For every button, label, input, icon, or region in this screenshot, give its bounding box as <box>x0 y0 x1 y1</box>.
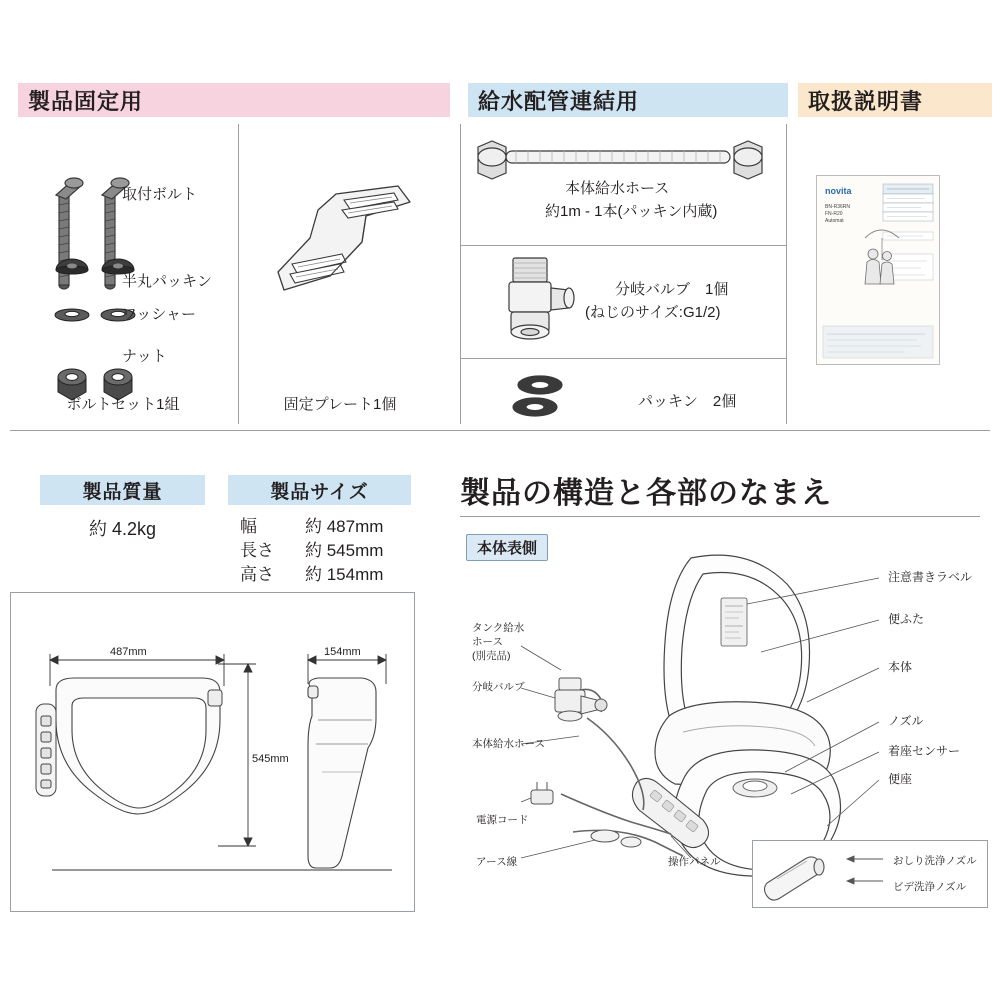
divider-valve-packing <box>460 358 786 359</box>
svg-text:FN-R20: FN-R20 <box>825 211 843 217</box>
divider-water-manual <box>786 124 787 424</box>
spec-weight-value: 約 4.2kg <box>88 519 157 539</box>
manual-cover <box>816 175 940 365</box>
spec-size-header-label: 製品サイズ <box>270 481 369 503</box>
spec-size-header <box>228 475 411 505</box>
structure-subhead: 本体表側 <box>466 534 548 561</box>
spec-weight-header <box>40 475 205 505</box>
part-label-branch-valve: 分岐バルブ 1個 <box>615 281 729 298</box>
structure-title-underline <box>460 516 980 517</box>
svg-text:BN-R36RN: BN-R36RN <box>825 204 851 210</box>
structure-label-tank-hose-3: (別売品) <box>472 650 511 662</box>
section-header-manual <box>798 83 992 117</box>
structure-label-caution: 注意書きラベル <box>888 570 973 584</box>
structure-label-power-cord: 電源コード <box>476 814 529 826</box>
part-detail-supply-hose: 約1m - 1本(パッキン内蔵) <box>545 203 718 220</box>
section-header-fixing <box>18 83 450 117</box>
spec-size-row-value-1: 約 545mm <box>305 541 384 560</box>
fixing-plate-illustration <box>270 180 450 350</box>
dimension-drawing <box>12 594 413 910</box>
section-header-manual-label: 取扱説明書 <box>808 88 924 114</box>
svg-text:novita: novita <box>825 186 852 196</box>
divider-bolt-plate <box>238 124 239 424</box>
structure-label-seat-sensor: 着座センサー <box>888 744 961 758</box>
structure-title: 製品の構造と各部のなまえ <box>460 477 832 510</box>
spec-size-row-label-1: 長さ <box>240 541 274 560</box>
part-detail-branch-valve: (ねじのサイズ:G1/2) <box>585 304 721 321</box>
nozzle-label-rear: おしり洗浄ノズル <box>893 855 977 867</box>
svg-text:154mm: 154mm <box>324 646 361 658</box>
part-label-bolt: 取付ボルト <box>122 186 198 203</box>
part-label-supply-hose: 本体給水ホース <box>565 180 670 197</box>
part-label-nut: ナット <box>122 348 167 365</box>
spec-size-row-label-0: 幅 <box>240 517 257 536</box>
structure-label-seat: 便座 <box>888 772 913 786</box>
structure-label-supply-hose: 本体給水ホース <box>472 738 545 750</box>
spec-size-row-value-0: 約 487mm <box>305 517 384 536</box>
divider-hose-valve <box>460 245 786 246</box>
nozzle-detail-box <box>752 840 988 908</box>
spec-weight-header-label: 製品質量 <box>82 481 163 503</box>
structure-label-lid: 便ふた <box>888 612 925 626</box>
fixing-plate-caption: 固定プレート1個 <box>283 396 397 413</box>
structure-label-nozzle: ノズル <box>888 714 924 728</box>
part-label-packing: パッキン 2個 <box>638 393 737 410</box>
svg-text:487mm: 487mm <box>110 646 147 658</box>
spec-size-row-value-2: 約 154mm <box>305 565 384 584</box>
svg-text:Automat: Automat <box>825 218 844 224</box>
divider-top-section <box>10 430 990 431</box>
bolt-set-caption: ボルトセット1組 <box>66 396 180 413</box>
part-label-washer: ワッシャー <box>122 306 196 323</box>
structure-label-branch-valve: 分岐バルブ <box>472 681 525 693</box>
divider-plate-water <box>460 124 461 424</box>
part-label-half-packing: 半丸パッキン <box>122 273 212 290</box>
structure-label-control-panel: 操作パネル <box>668 856 721 868</box>
section-header-fixing-label: 製品固定用 <box>28 88 144 114</box>
branch-valve-illustration <box>495 250 585 350</box>
structure-label-tank-hose-1: タンク給水 <box>472 622 525 634</box>
spec-size-row-label-2: 高さ <box>240 565 274 584</box>
structure-label-ground-wire: アース線 <box>476 856 518 868</box>
structure-label-body: 本体 <box>888 660 913 674</box>
structure-label-tank-hose-2: ホース <box>472 636 503 648</box>
nozzle-label-bidet: ビデ洗浄ノズル <box>893 881 967 893</box>
packing-illustration <box>505 372 575 422</box>
section-header-water <box>468 83 788 117</box>
svg-text:545mm: 545mm <box>252 753 289 765</box>
section-header-water-label: 給水配管連結用 <box>478 88 640 114</box>
